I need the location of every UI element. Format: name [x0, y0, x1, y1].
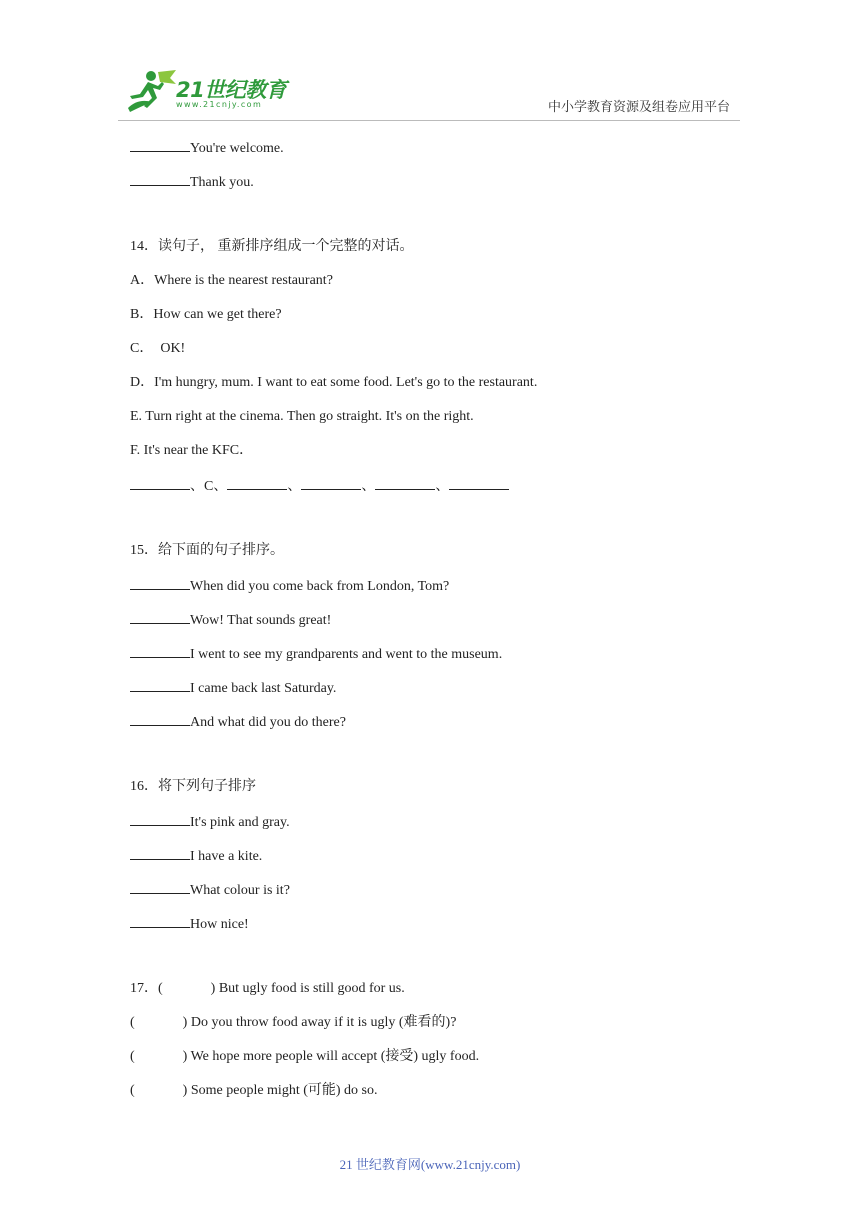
q15-item: And what did you do there? [130, 711, 750, 745]
answer-blank[interactable] [130, 913, 190, 928]
answer-blank[interactable] [375, 475, 435, 490]
q14-option-a: A．Where is the nearest restaurant? [130, 273, 333, 288]
runner-logo-icon [118, 68, 178, 116]
q15-item: I came back last Saturday. [130, 677, 750, 711]
answer-blank[interactable] [130, 171, 190, 186]
q13-item: You're welcome. [130, 137, 750, 171]
q14-option-b: B．How can we get there? [130, 307, 282, 322]
answer-blank[interactable] [301, 475, 361, 490]
answer-blank[interactable] [130, 609, 190, 624]
q15-title: 15．给下面的句子排序。 [130, 543, 284, 558]
header-divider [118, 120, 740, 121]
q16-item: It's pink and gray. [130, 811, 750, 845]
q16-item: What colour is it? [130, 879, 750, 913]
q14-option-d: D．I'm hungry, mum. I want to eat some food. Let's go to the restaurant. [130, 375, 538, 390]
given-answer: C [204, 479, 214, 494]
q16-title: 16．将下列句子排序 [130, 779, 256, 794]
page-header [0, 0, 860, 125]
q17-item: ( ) We hope more people will accept (接受) ugly food. [130, 1049, 480, 1064]
answer-blank[interactable] [449, 475, 509, 490]
logo-text: 21世纪教育 [176, 78, 287, 102]
site-logo [118, 68, 298, 118]
q16-item: I have a kite. [130, 845, 750, 879]
q17-item: 17．( ) But ugly food is still good for us. [130, 981, 405, 996]
q14-option-f: F. It's near the KFC． [130, 443, 254, 458]
logo-url: www.21cnjy.com [176, 100, 263, 109]
answer-blank[interactable] [130, 811, 190, 826]
document-body [130, 137, 750, 1115]
answer-blank[interactable] [130, 677, 190, 692]
q17-item: ( ) Some people might (可能) do so. [130, 1083, 378, 1098]
answer-blank[interactable] [130, 879, 190, 894]
q14-title: 14．读句子， 重新排序组成一个完整的对话。 [130, 239, 414, 254]
q16-item: How nice! [130, 913, 750, 947]
answer-blank[interactable] [227, 475, 287, 490]
q14-option-e: E. Turn right at the cinema. Then go straight. It's on the right. [130, 409, 474, 424]
q14-answer-row: 、C、 、 、 、 [130, 475, 750, 509]
q15-item: Wow! That sounds great! [130, 609, 750, 643]
page-footer: 21 世纪教育网(www.21cnjy.com) [339, 1157, 521, 1172]
q14-option-c: C． OK! [130, 341, 186, 356]
q13-item: Thank you. [130, 171, 750, 205]
q15-item: I went to see my grandparents and went to the museum. [130, 643, 750, 677]
q17-item: ( ) Do you throw food away if it is ugly (难看的)? [130, 1015, 457, 1030]
answer-blank[interactable] [130, 711, 190, 726]
answer-blank[interactable] [130, 575, 190, 590]
answer-blank[interactable] [130, 643, 190, 658]
q15-item: When did you come back from London, Tom? [130, 575, 750, 609]
answer-blank[interactable] [130, 137, 190, 152]
answer-blank[interactable] [130, 475, 190, 490]
answer-blank[interactable] [130, 845, 190, 860]
platform-name: 中小学教育资源及组卷应用平台 [547, 99, 730, 114]
